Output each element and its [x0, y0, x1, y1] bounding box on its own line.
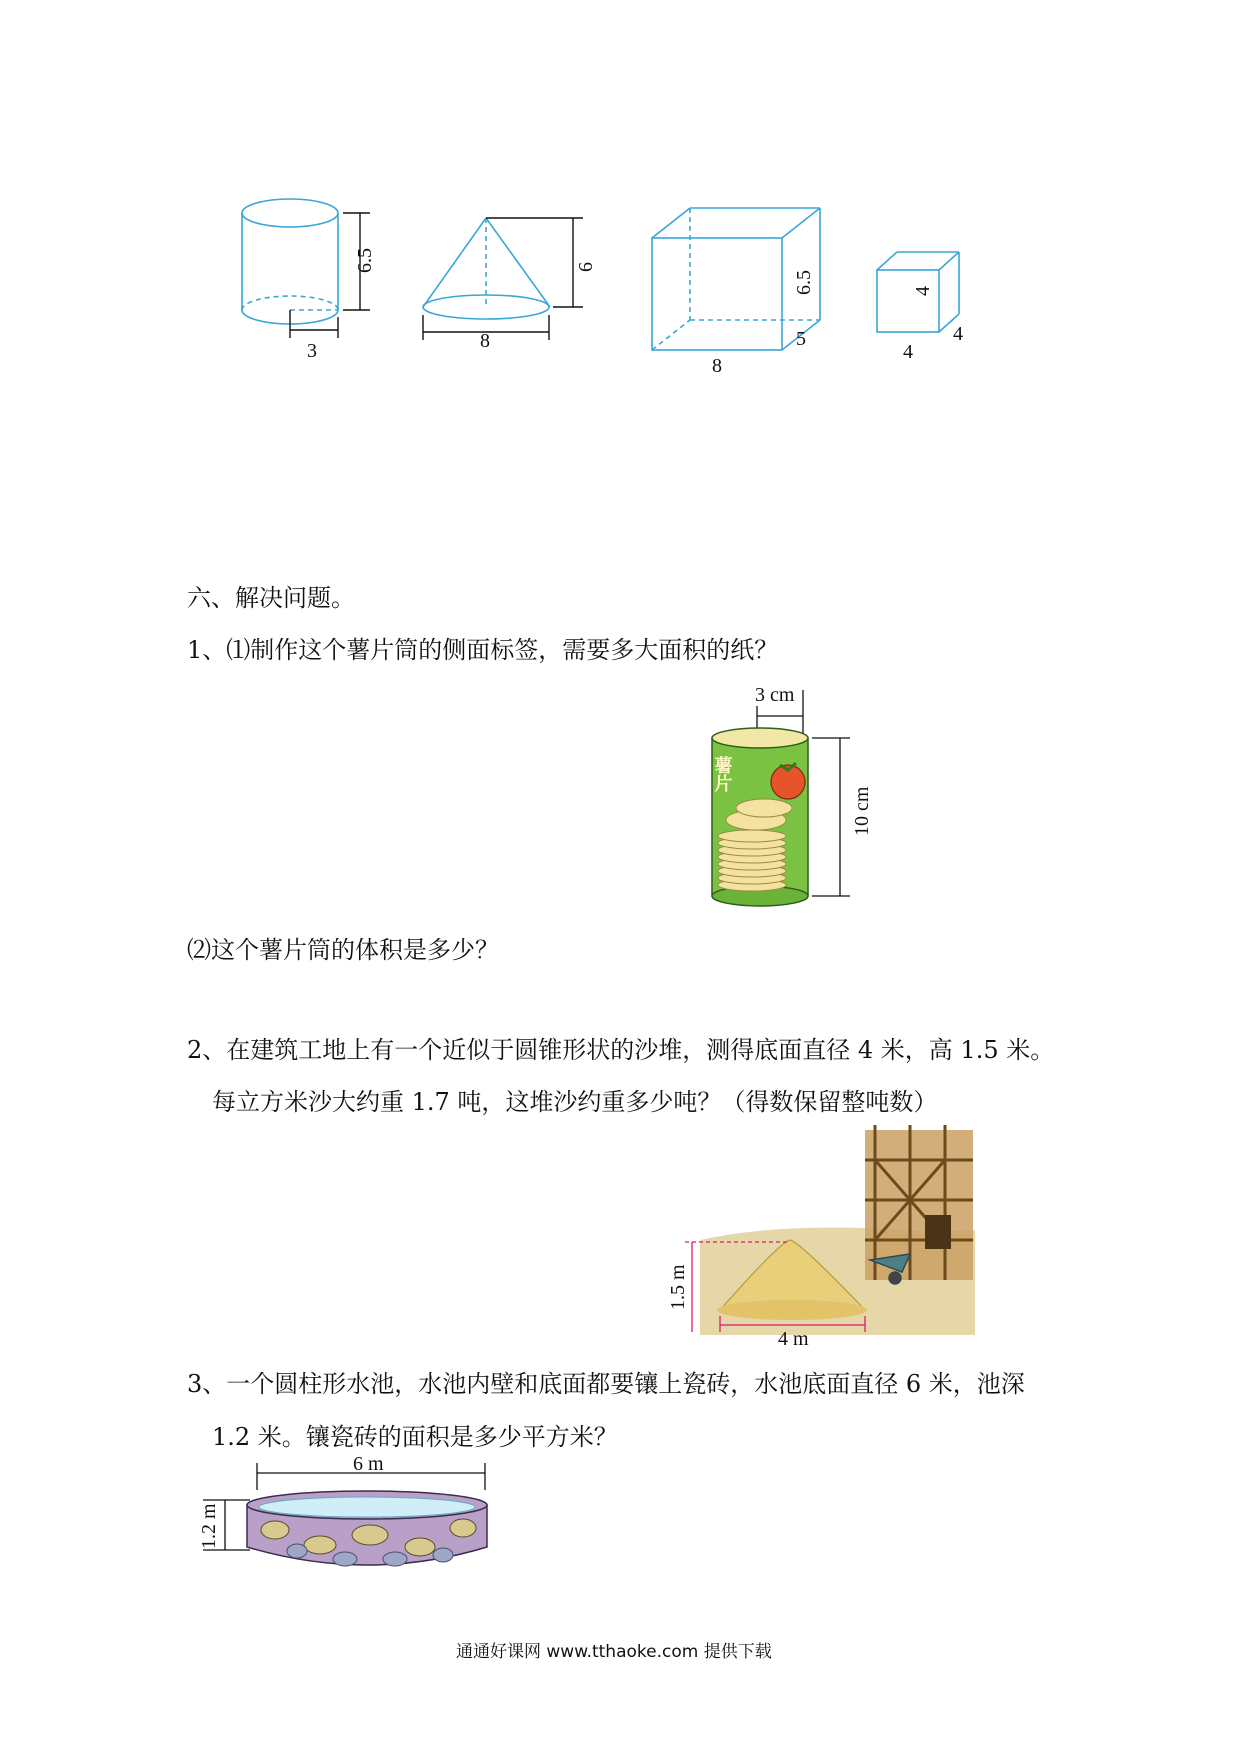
- chips-can-figure: [700, 680, 873, 920]
- q1-part2: ⑵这个薯片筒的体积是多少？: [187, 936, 499, 964]
- q2-line2: 每立方米沙大约重 1.7 吨，这堆沙约重多少吨？（得数保留整吨数）: [212, 1088, 938, 1116]
- cylinder-radius-label: 3: [307, 340, 317, 362]
- q3-line2: 1.2 米。镶瓷砖的面积是多少平方米？: [212, 1423, 618, 1451]
- cuboid-figure: [650, 205, 850, 375]
- cylinder-figure: [235, 195, 376, 362]
- can-height-label: 10 cm: [851, 786, 873, 836]
- cylinder-height-label: 6.5: [354, 248, 376, 273]
- cone-height-label: 6: [575, 262, 597, 272]
- cube-edge-label-b: 4: [953, 323, 963, 345]
- can-brand-label: 薯片: [711, 756, 733, 792]
- cube-figure: [875, 250, 1005, 380]
- cube-edge-label-a: 4: [903, 341, 913, 363]
- section-heading: 六、解决问题。: [187, 584, 355, 612]
- pool-depth-label: 1.2 m: [198, 1503, 220, 1549]
- footer-text: 通通好课网 www.tthaoke.com 提供下载: [456, 1642, 772, 1662]
- q2-line1: 2、在建筑工地上有一个近似于圆锥形状的沙堆，测得底面直径 4 米，高 1.5 米。: [187, 1036, 1055, 1064]
- can-radius-label: 3 cm: [755, 684, 795, 706]
- cube-edge-label-c: 4: [912, 286, 934, 296]
- q1-part1: 1、⑴制作这个薯片筒的侧面标签，需要多大面积的纸？: [187, 636, 779, 664]
- cuboid-width-label: 5: [796, 328, 806, 350]
- sandpile-figure: [667, 1120, 990, 1350]
- cone-figure: [418, 210, 597, 370]
- cone-diameter-label: 8: [480, 330, 490, 352]
- pool-figure: [195, 1455, 515, 1585]
- cuboid-height-label: 6.5: [793, 270, 815, 295]
- cuboid-length-label: 8: [712, 355, 722, 377]
- q3-line1: 3、一个圆柱形水池，水池内壁和底面都要镶上瓷砖，水池底面直径 6 米，池深: [187, 1370, 1025, 1398]
- pool-diameter-label: 6 m: [353, 1453, 384, 1475]
- sandpile-diameter-label: 4 m: [778, 1328, 809, 1350]
- sandpile-height-label: 1.5 m: [667, 1264, 689, 1310]
